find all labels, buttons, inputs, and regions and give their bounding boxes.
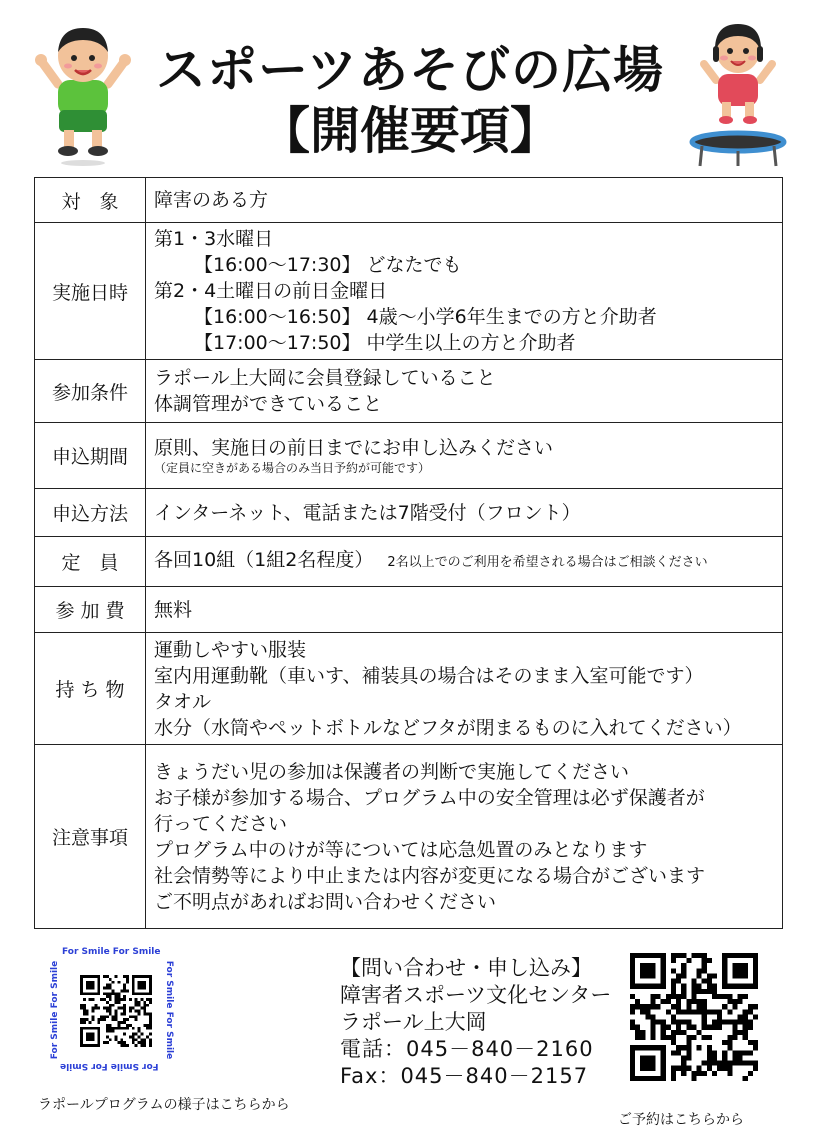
row-label: 対 象 (35, 178, 146, 223)
row-label: 持 ち 物 (35, 633, 146, 745)
row-line: お子様が参加する場合、プログラム中の安全管理は必ず保護者が (154, 786, 705, 809)
smile-frame-right: For Smile For Smile (164, 960, 175, 1060)
contact-fax: Fax：045－840－2157 (340, 1064, 589, 1088)
qr-code-reservation[interactable] (630, 953, 758, 1081)
row-line: 【16:00～17:30】 どなたでも (194, 254, 462, 276)
contact-heading: 【問い合わせ・申し込み】 (340, 956, 592, 980)
row-label: 申込期間 (35, 423, 146, 489)
row-line: インターネット、電話または7階受付（フロント） (154, 501, 581, 524)
row-line: 障害のある方 (154, 189, 269, 211)
row-line: 社会情勢等により中止または内容が変更になる場合がございます (154, 864, 706, 887)
row-value (146, 178, 783, 223)
row-label: 定 員 (35, 537, 146, 587)
row-line: 【16:00～16:50】 4歳～小学6年生までの方と介助者 (194, 306, 657, 328)
table-row-conditions (35, 360, 783, 423)
row-value (146, 489, 783, 537)
table-row-fee (35, 587, 783, 633)
row-line: きょうだい児の参加は保護者の判断で実施してください (154, 760, 630, 783)
page-subtitle: 【開催要項】 (260, 102, 560, 160)
table-row-datetime (35, 223, 783, 360)
row-line: 原則、実施日の前日までにお申し込みください (154, 437, 554, 459)
row-value (146, 745, 783, 929)
smile-frame-bottom: For Smile For Smile (60, 1061, 159, 1071)
row-label: 参加条件 (35, 360, 146, 423)
row-line: 水分（水筒やペットボトルなどフタが閉まるものに入れてください） (154, 716, 742, 739)
qr-code-program[interactable] (80, 975, 152, 1047)
qr-right-caption: ご予約はこちらから (618, 1112, 744, 1128)
row-label: 申込方法 (35, 489, 146, 537)
row-value (146, 423, 783, 489)
row-line: 運動しやすい服装 (154, 638, 307, 661)
row-line: 行ってください (154, 812, 288, 835)
row-value (146, 360, 783, 423)
row-line: 【17:00～17:50】 中学生以上の方と介助者 (194, 332, 576, 354)
smile-frame-left: For Smile For Smile (50, 960, 61, 1060)
row-line: タオル (154, 690, 212, 713)
row-line: 無料 (154, 598, 193, 621)
contact-facility: ラポール上大岡 (340, 1010, 487, 1034)
row-line: 室内用運動靴（車いす、補装具の場合はそのまま入室可能です） (154, 664, 704, 687)
table-row-target (35, 178, 783, 223)
girl-on-trampoline-illustration (688, 16, 788, 168)
table-row-application-method (35, 489, 783, 537)
program-qr-block (50, 945, 185, 1075)
row-label: 実施日時 (35, 223, 146, 360)
row-line: 体調管理ができていること (154, 393, 383, 415)
row-line: プログラム中のけが等については応急処置のみとなります (154, 838, 648, 861)
table-row-application-period (35, 423, 783, 489)
row-note: 2名以上でのご利用を希望される場合はご相談ください (387, 555, 708, 570)
row-label: 注意事項 (35, 745, 146, 929)
row-value (146, 633, 783, 745)
contact-phone[interactable]: 電話：045－840－2160 (340, 1037, 594, 1061)
row-line: ご不明点があればお問い合わせください (154, 890, 497, 913)
row-line: 第1・3水曜日 (154, 228, 274, 250)
title-block (130, 40, 690, 162)
info-table (34, 177, 783, 929)
row-value (146, 537, 783, 587)
table-row-capacity (35, 537, 783, 587)
row-note: （定員に空きがある場合のみ当日予約が可能です） (154, 461, 431, 475)
row-line: ラポール上大岡に会員登録していること (154, 367, 496, 389)
page-title: スポーツあそびの広場 (156, 41, 664, 99)
row-line: 各回10組（1組2名程度） (154, 549, 374, 571)
row-value (146, 223, 783, 360)
table-row-notes (35, 745, 783, 929)
row-label: 参 加 費 (35, 587, 146, 633)
qr-left-caption: ラポールプログラムの様子はこちらから (38, 1097, 290, 1113)
jumping-boy-illustration (28, 18, 138, 168)
table-row-belongings (35, 633, 783, 745)
contact-block (340, 955, 611, 1090)
smile-frame-top: For Smile For Smile (62, 947, 161, 957)
row-value (146, 587, 783, 633)
contact-org: 障害者スポーツ文化センター (340, 983, 612, 1007)
row-line: 第2・4土曜日の前日金曜日 (154, 280, 388, 302)
